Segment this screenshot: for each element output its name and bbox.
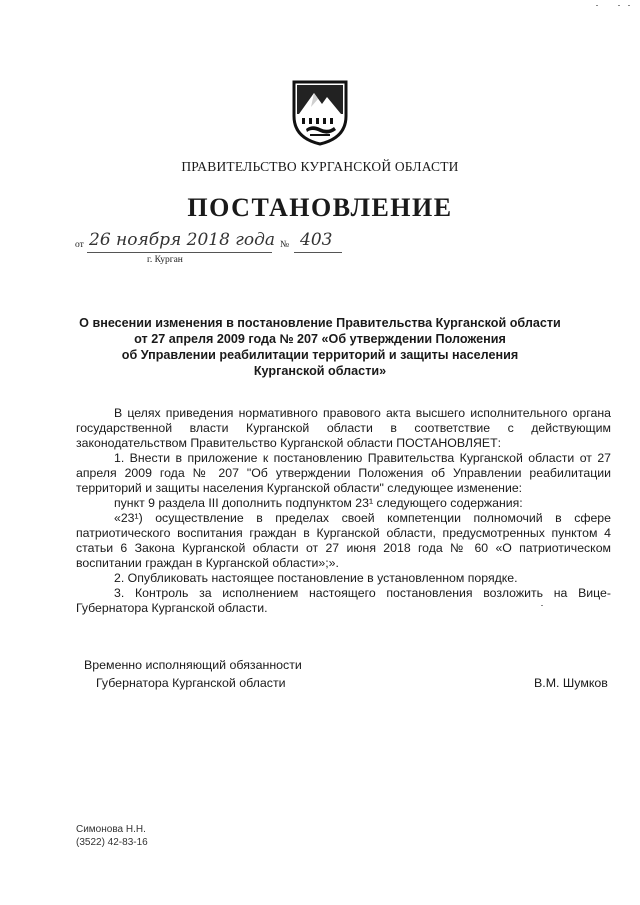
signer-position-line1: Временно исполняющий обязанности (84, 658, 302, 672)
place: г. Курган (147, 255, 183, 265)
body-paragraph: пункт 9 раздела III дополнить подпунктом 23¹ следующего содержания: (114, 496, 523, 510)
number-value: 403 (300, 230, 333, 250)
body-paragraph: 1. Внести в приложение к постановлению Правительства Курганской области от 27 апреля 2009 года № 207 "Об утверждении Положения об Управлении реабилитации территорий и защиты населения Курганской области" следующее изменение: (76, 451, 611, 495)
body-paragraph: 3. Контроль за исполнением настоящего постановления возложить на Вице-Губернатора Курганской области. (76, 586, 611, 615)
title-line: О внесении изменения в постановление Правительства Курганской области (79, 316, 561, 330)
signer-name: В.М. Шумков (534, 676, 608, 690)
date-underline (87, 252, 272, 253)
scan-speck (628, 5, 630, 6)
executor-name: Симонова Н.Н. (76, 824, 146, 835)
government-name: ПРАВИТЕЛЬСТВО КУРГАНСКОЙ ОБЛАСТИ (181, 159, 459, 174)
title-line: об Управлении реабилитации территорий и защиты населения (121, 348, 519, 362)
coat-of-arms-icon (292, 80, 348, 146)
document-title (60, 315, 580, 379)
scan-speck (596, 5, 598, 6)
scan-speck (618, 5, 620, 6)
document-body (76, 406, 611, 616)
title-line: Курганской области» (253, 364, 387, 378)
executor-phone: (3522) 42-83-16 (76, 837, 148, 848)
scan-speck (541, 605, 543, 606)
body-paragraph: 2. Опубликовать настоящее постановление в установленном порядке. (114, 571, 518, 585)
signer-position-line2: Губернатора Курганской области (96, 676, 286, 690)
body-paragraph: В целях приведения нормативного правового акта высшего исполнительного органа государственной власти Курганской области в соответствие с действующим законодательством Правительство Курганской области ПОСТАНОВЛЯЕТ: (76, 406, 611, 450)
number-prefix: № (280, 240, 290, 250)
date-prefix: от (75, 240, 84, 250)
date-value: 26 ноября 2018 года (89, 230, 276, 250)
document-type: ПОСТАНОВЛЕНИЕ (187, 193, 453, 222)
executor-contact (76, 823, 148, 849)
body-paragraph: «23¹) осуществление в пределах своей компетенции полномочий в сфере патриотического воспитания граждан в Курганской области, предусмотренных пунктом 4 статьи 6 Закона Курганской области от 27 июня 2018 года № 60 «О патриотическом воспитании граждан в Курганской области»;». (76, 511, 611, 570)
number-underline (294, 252, 342, 253)
title-line: от 27 апреля 2009 года № 207 «Об утверждении Положения (134, 332, 506, 346)
